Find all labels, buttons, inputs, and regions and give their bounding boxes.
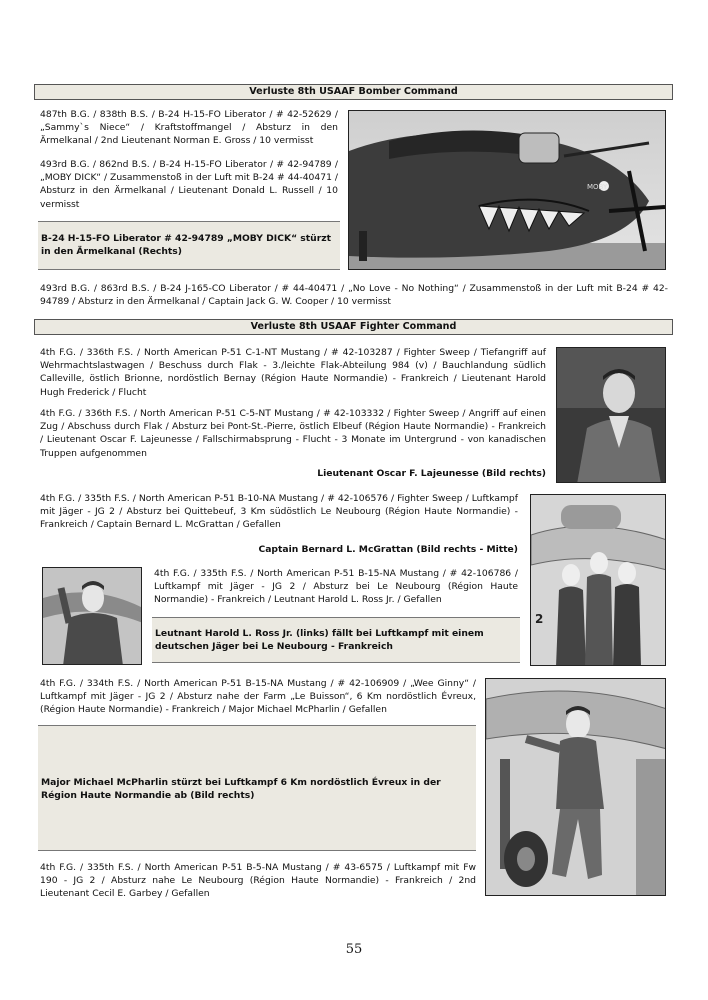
mcgrattan-group-photo [530,494,666,666]
bomber-entry-1: 487th B.G. / 838th B.S. / B-24 H-15-FO Liberator / # 42-52629 / „Sammy`s Niece“ / Kraftstoffmangel / Absturz in den Ärmelkanal / 2nd Lieutenant Norman E. Gross / 10 vermisst [40,109,338,147]
lajeunesse-photo [556,347,666,483]
ross-photo-art [43,568,142,665]
fighter-entry-1: 4th F.G. / 336th F.S. / North American P-51 C-1-NT Mustang / # 42-103287 / Fighter Sweep / Tiefangriff auf Wehrmachtslastwagen / Beschuss durch Flak - 3./leichte Flak-Abteilung 984 (v) / Bauchlandung südlich Calleville, östlich Brionne, nordöstlich Bernay (Région Haute Normandie) - Frankreich / Lieutenant Harold Hugh Frederick / Flucht [40,347,546,398]
moby-dick-caption-box [38,221,340,270]
lajeunesse-photo-art [557,348,666,483]
bomber-section-header: Verluste 8th USAAF Bomber Command [34,84,673,100]
mcpharlin-caption: Major Michael McPharlin stürzt bei Luftkampf 6 Km nordöstlich Évreux in der Région Haute Normandie ab (Bild rechts) [41,777,441,801]
b24-photo-art [349,111,666,270]
page-number: 55 [345,942,363,957]
fighter-entry-5: 4th F.G. / 334th F.S. / North American P-51 B-15-NA Mustang / # 42-106909 / „Wee Ginny“ / Luftkampf mit Jäger - JG 2 / Absturz nahe der Farm „Le Buisson“, 6 Km nordöstlich Évreux, (Région Haute Normandie) - Frankreich / Major Michael McPharlin / Gefallen [40,678,476,716]
fighter-entry-2: 4th F.G. / 336th F.S. / North American P-51 C-5-NT Mustang / # 42-103332 / Fighter Sweep / Angriff auf einen Zug / Abschuss durch Flak / Absturz bei Pont-St.-Pierre, östlich Elbeuf (Région Haute Normandie) - Frankreich / Lieutenant Oscar F. Lajeunesse / Fallschirmabsprung - Flucht - 3 Monate im Untergrund - von kanadischen Truppen aufgenommen [40,408,546,459]
mcpharlin-photo-art [486,679,666,896]
lajeunesse-caption: Lieutenant Oscar F. Lajeunesse (Bild rechts) [317,468,546,479]
bomber-entry-3: 493rd B.G. / 863rd B.S. / B-24 J-165-CO Liberator / # 44-40471 / „No Love - No Nothing“ / Zusammenstoß in der Luft mit B-24 # 42-94789 / Absturz in den Ärmelkanal / Captain Jack G. W. Cooper / 10 vermisst [40,283,668,308]
ross-photo [42,567,142,665]
bomber-entry-2: 493rd B.G. / 862nd B.S. / B-24 H-15-FO Liberator / # 42-94789 / „MOBY DICK“ / Zusammenstoß in der Luft mit B-24 # 44-40471 / Absturz in den Ärmelkanal / Lieutenant Donald L. Russell / 10 vermisst [40,159,338,210]
fighter-entry-3: 4th F.G. / 335th F.S. / North American P-51 B-10-NA Mustang / # 42-106576 / Fighter Sweep / Luftkampf mit Jäger - JG 2 / Absturz bei Quittebeuf, 3 Km südöstlich Le Neubourg (Région Haute Normandie) - Frankreich / Captain Bernard L. McGrattan / Gefallen [40,493,518,531]
mcpharlin-photo [485,678,666,896]
svg-text:2: 2 [535,612,544,626]
fighter-entry-6: 4th F.G. / 335th F.S. / North American P-51 B-5-NA Mustang / # 43-6575 / Luftkampf mit Fw 190 - JG 2 / Absturz nahe Le Neubourg (Région Haute Normandie) - Frankreich / 2nd Lieutenant Cecil E. Garbey / Gefallen [40,862,476,900]
fighter-section-header: Verluste 8th USAAF Fighter Command [34,319,673,335]
mcgrattan-caption: Captain Bernard L. McGrattan (Bild rechts - Mitte) [258,544,518,555]
b24-moby-dick-photo [348,110,666,270]
svg-text:MOBY: MOBY [587,183,608,191]
moby-dick-caption: B-24 H-15-FO Liberator # 42-94789 „MOBY DICK“ stürzt in den Ärmelkanal (Rechts) [41,233,331,257]
ross-caption: Leutnant Harold L. Ross Jr. (links) fällt bei Luftkampf mit einem deutschen Jäger bei Le Neubourg - Frankreich [155,628,484,652]
fighter-entry-4: 4th F.G. / 335th F.S. / North American P-51 B-15-NA Mustang / # 42-106786 / Luftkampf mit Jäger - JG 2 / Absturz bei Le Neubourg (Région Haute Normandie) - Frankreich / Leutnant Harold L. Ross Jr. / Gefallen [154,568,518,606]
mcgrattan-photo-art [531,495,666,666]
ross-caption-box [152,617,520,663]
mcpharlin-caption-box [38,725,476,851]
